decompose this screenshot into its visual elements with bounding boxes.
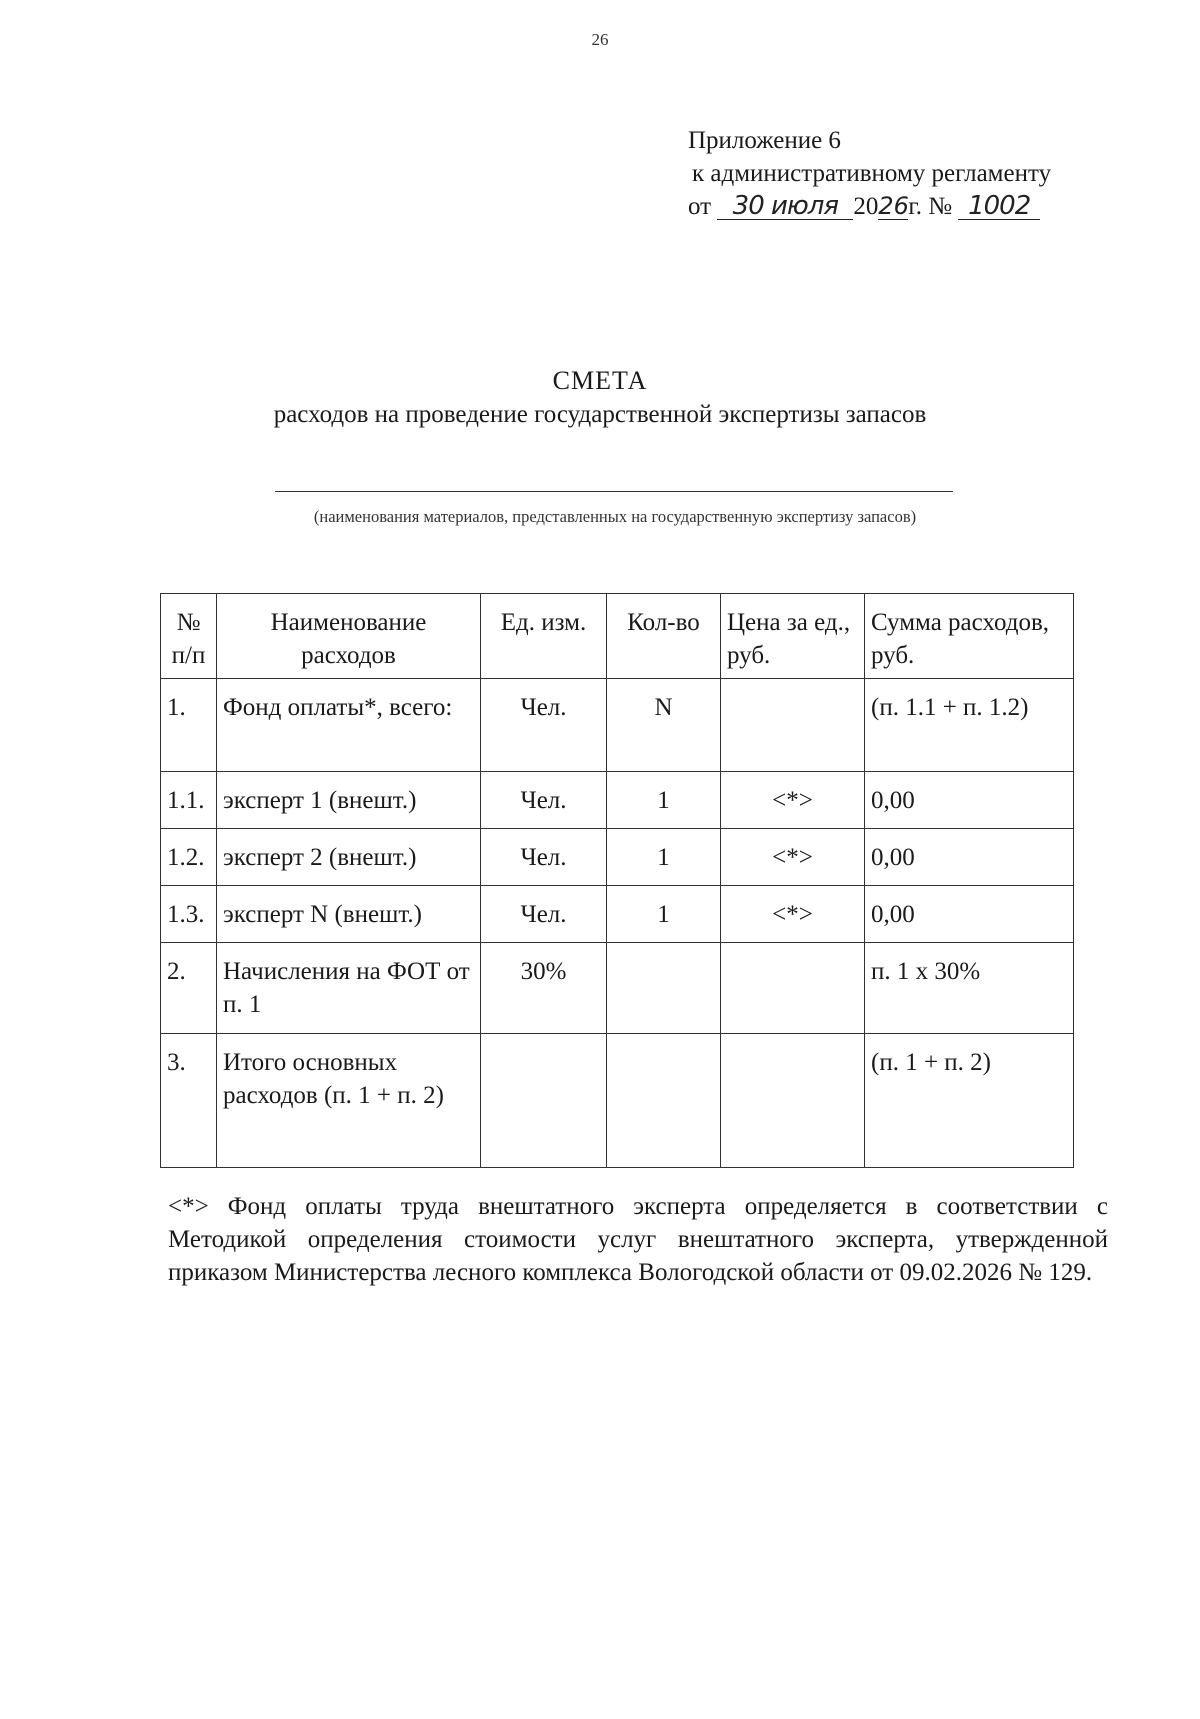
document-title [0,364,1200,432]
blank-caption: (наименования материалов, представленных на государственную экспертизу запасов) [313,507,917,526]
row-total: 0,00 [865,886,1074,943]
row-total: 0,00 [865,829,1074,886]
row-unit [481,1034,607,1168]
row-name: Итого основных расходов (п. 1 + п. 2) [217,1034,481,1168]
row-number: 3. [161,1034,217,1168]
row-quantity [607,943,721,1034]
table-row [161,943,1074,1034]
row-unit-price [721,679,865,772]
row-number: 1.3. [161,886,217,943]
row-unit: 30% [481,943,607,1034]
row-name: эксперт N (внешт.) [217,886,481,943]
header-number: № п/п [161,594,217,679]
year-prefix: 20 [853,193,879,220]
row-unit-price [721,1034,865,1168]
table-row [161,886,1074,943]
table-row [161,1034,1074,1168]
header-unit: Ед. изм. [481,594,607,679]
header-unit-price: Цена за ед., руб. [721,594,865,679]
row-quantity: 1 [607,829,721,886]
row-name: эксперт 2 (внешт.) [217,829,481,886]
title-subtitle: расходов на проведение государственной экспертизы запасов [273,401,927,428]
estimate-table [160,593,1074,1168]
appendix-date-line [688,190,1051,223]
row-quantity [607,1034,721,1168]
row-number: 1. [161,679,217,772]
from-label: от [688,193,712,220]
header-total: Сумма расходов, руб. [865,594,1074,679]
row-total: п. 1 х 30% [865,943,1074,1034]
handwritten-number: 1002 [958,193,1040,220]
row-unit-price: <*> [721,886,865,943]
table-row [161,829,1074,886]
table-row [161,679,1074,772]
appendix-title: Приложение 6 [688,127,841,154]
row-total: 0,00 [865,772,1074,829]
row-unit: Чел. [481,886,607,943]
row-quantity: 1 [607,886,721,943]
row-unit: Чел. [481,829,607,886]
table-row [161,772,1074,829]
row-number: 2. [161,943,217,1034]
row-number: 1.2. [161,829,217,886]
appendix-header [688,124,1051,223]
year-number-label: г. № [908,193,953,220]
row-quantity: 1 [607,772,721,829]
footnote: <*> Фонд оплаты труда внештатного эксперта определяется в соответствии с Методикой определения стоимости услуг внештатного эксперта, утвержденной приказом Министерства лесного комплекса Вологодской области от 09.02.2026 № 129. [168,1193,1108,1286]
row-quantity: N [607,679,721,772]
row-total: (п. 1.1 + п. 1.2) [865,679,1074,772]
row-unit-price: <*> [721,772,865,829]
handwritten-year: 26 [878,192,909,220]
header-name: Наименование расходов [217,594,481,679]
header-quantity: Кол-во [607,594,721,679]
blank-fill-line [275,491,953,492]
row-unit: Чел. [481,679,607,772]
appendix-reference: к административному регламенту [692,160,1052,187]
row-unit-price [721,943,865,1034]
table-header-row [161,594,1074,679]
page-number: 26 [591,30,609,49]
row-name: эксперт 1 (внешт.) [217,772,481,829]
row-name: Начисления на ФОТ от п. 1 [217,943,481,1034]
row-total: (п. 1 + п. 2) [865,1034,1074,1168]
title-main: СМЕТА [552,366,648,395]
row-unit-price: <*> [721,829,865,886]
row-unit: Чел. [481,772,607,829]
row-name: Фонд оплаты*, всего: [217,679,481,772]
row-number: 1.1. [161,772,217,829]
handwritten-date: 30 июля [717,193,853,220]
